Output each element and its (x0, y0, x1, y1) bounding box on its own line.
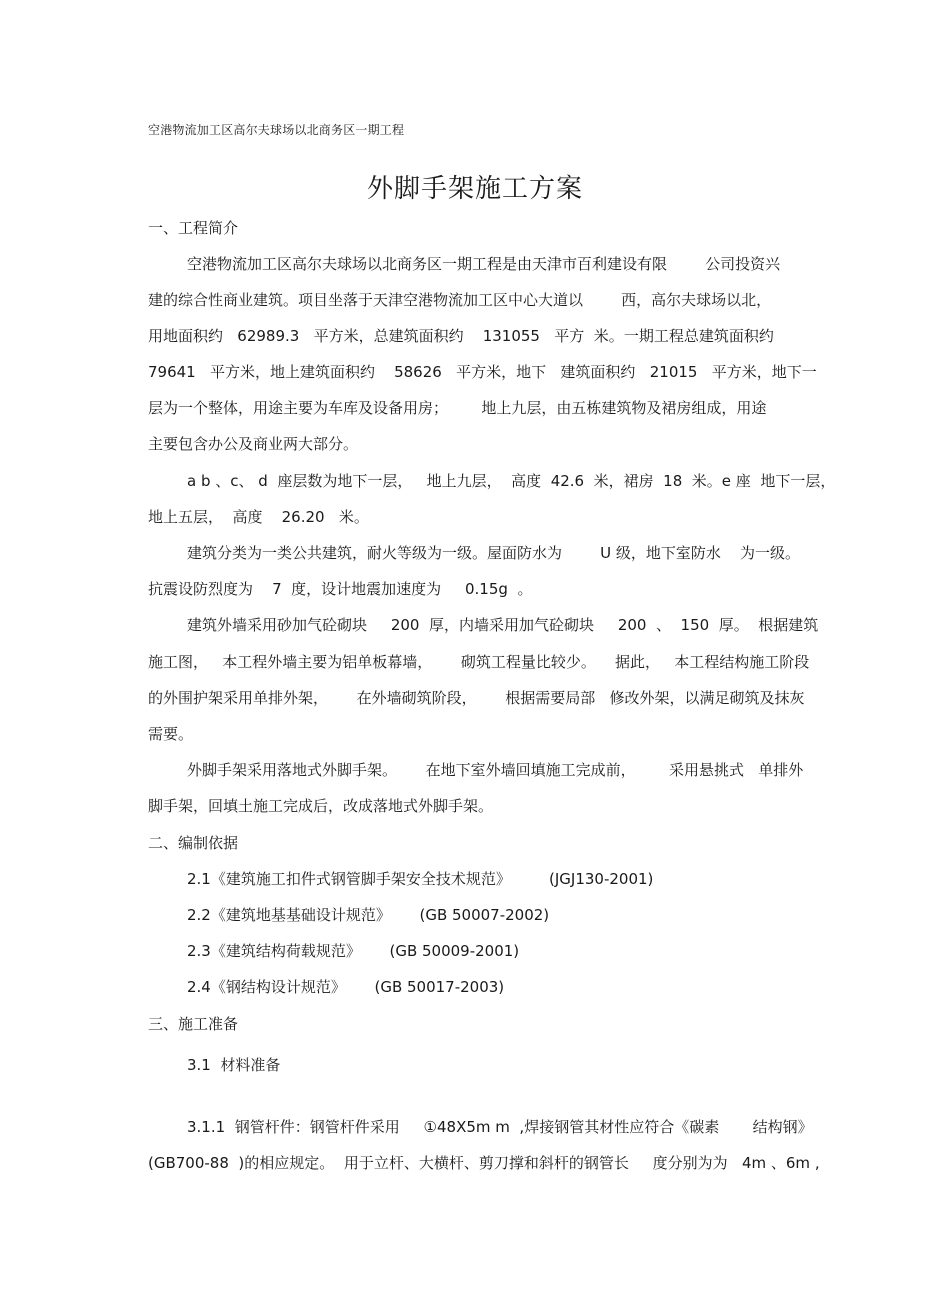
body-line: 外脚手架采用落地式外脚手架。 在地下室外墙回填施工完成前， 采用悬挑式 单排外 (187, 761, 804, 779)
body-line: 抗震设防烈度为 7 度，设计地震加速度为 0.15g 。 (148, 580, 533, 598)
body-line: 建筑分类为一类公共建筑，耐火等级为一级。屋面防水为 U 级，地下室防水 为一级。 (187, 544, 800, 562)
body-line: 的外围护架采用单排外架， 在外墙砌筑阶段， 根据需要局部 修改外架，以满足砌筑及抹灰 (148, 689, 805, 707)
reference-item: 2.3《建筑结构荷载规范》 (GB 50009-2001) (187, 942, 520, 960)
body-line: 施工图， 本工程外墙主要为铝单板幕墙， 砌筑工程量比较少。 据此， 本工程结构施工阶段 (148, 653, 810, 671)
document-title: 外脚手架施工方案 (366, 174, 583, 204)
body-line: 3.1.1 钢管杆件：钢管杆件采用 ①48X5m m ,焊接钢管其材性应符合《碳素 结构钢》 (187, 1118, 813, 1136)
body-line: 需要。 (148, 725, 194, 743)
body-line: 层为一个整体，用途主要为车库及设备用房； 地上九层，由五栋建筑物及裙房组成，用途 (148, 399, 767, 417)
body-line: 建的综合性商业建筑。项目坐落于天津空港物流加工区中心大道以 西，高尔夫球场以北， (148, 291, 772, 309)
body-line: 空港物流加工区高尔夫球场以北商务区一期工程是由天津市百利建设有限 公司投资兴 (187, 255, 781, 273)
project-header: 空港物流加工区高尔夫球场以北商务区一期工程 (148, 123, 405, 137)
body-line: a b 、c、 d 座层数为地下一层， 地上九层， 高度 42.6 米，裙房 18 米。e 座 地下一层， (187, 472, 836, 490)
reference-item: 2.4《钢结构设计规范》 (GB 50017-2003) (187, 978, 505, 996)
body-line: 建筑外墙采用砂加气砼砌块 200 厚，内墙采用加气砼砌块 200 、 150 厚。 根据建筑 (187, 616, 819, 634)
subsection-heading: 3.1 材料准备 (187, 1056, 281, 1074)
body-line: 主要包含办公及商业两大部分。 (148, 435, 359, 453)
section-heading: 一、工程简介 (148, 219, 239, 237)
body-line: 地上五层， 高度 26.20 米。 (148, 508, 369, 526)
body-line: 脚手架，回填土施工完成后，改成落地式外脚手架。 (148, 797, 494, 815)
body-line: 用地面积约 62989.3 平方米，总建筑面积约 131055 平方 米。一期工程总建筑面积约 (148, 327, 774, 345)
section-heading: 二、编制依据 (148, 834, 239, 852)
body-line: (GB700-88 )的相应规定。 用于立杆、大横杆、剪刀撑和斜杆的钢管长 度分别为为 4m 、6m , (148, 1154, 820, 1172)
section-heading: 三、施工准备 (148, 1015, 239, 1033)
reference-item: 2.1《建筑施工扣件式钢管脚手架安全技术规范》 (JGJ130-2001) (187, 870, 654, 888)
reference-item: 2.2《建筑地基基础设计规范》 (GB 50007-2002) (187, 906, 550, 924)
body-line: 79641 平方米，地上建筑面积约 58626 平方米，地下 建筑面积约 21015 平方米，地下一 (148, 363, 817, 381)
